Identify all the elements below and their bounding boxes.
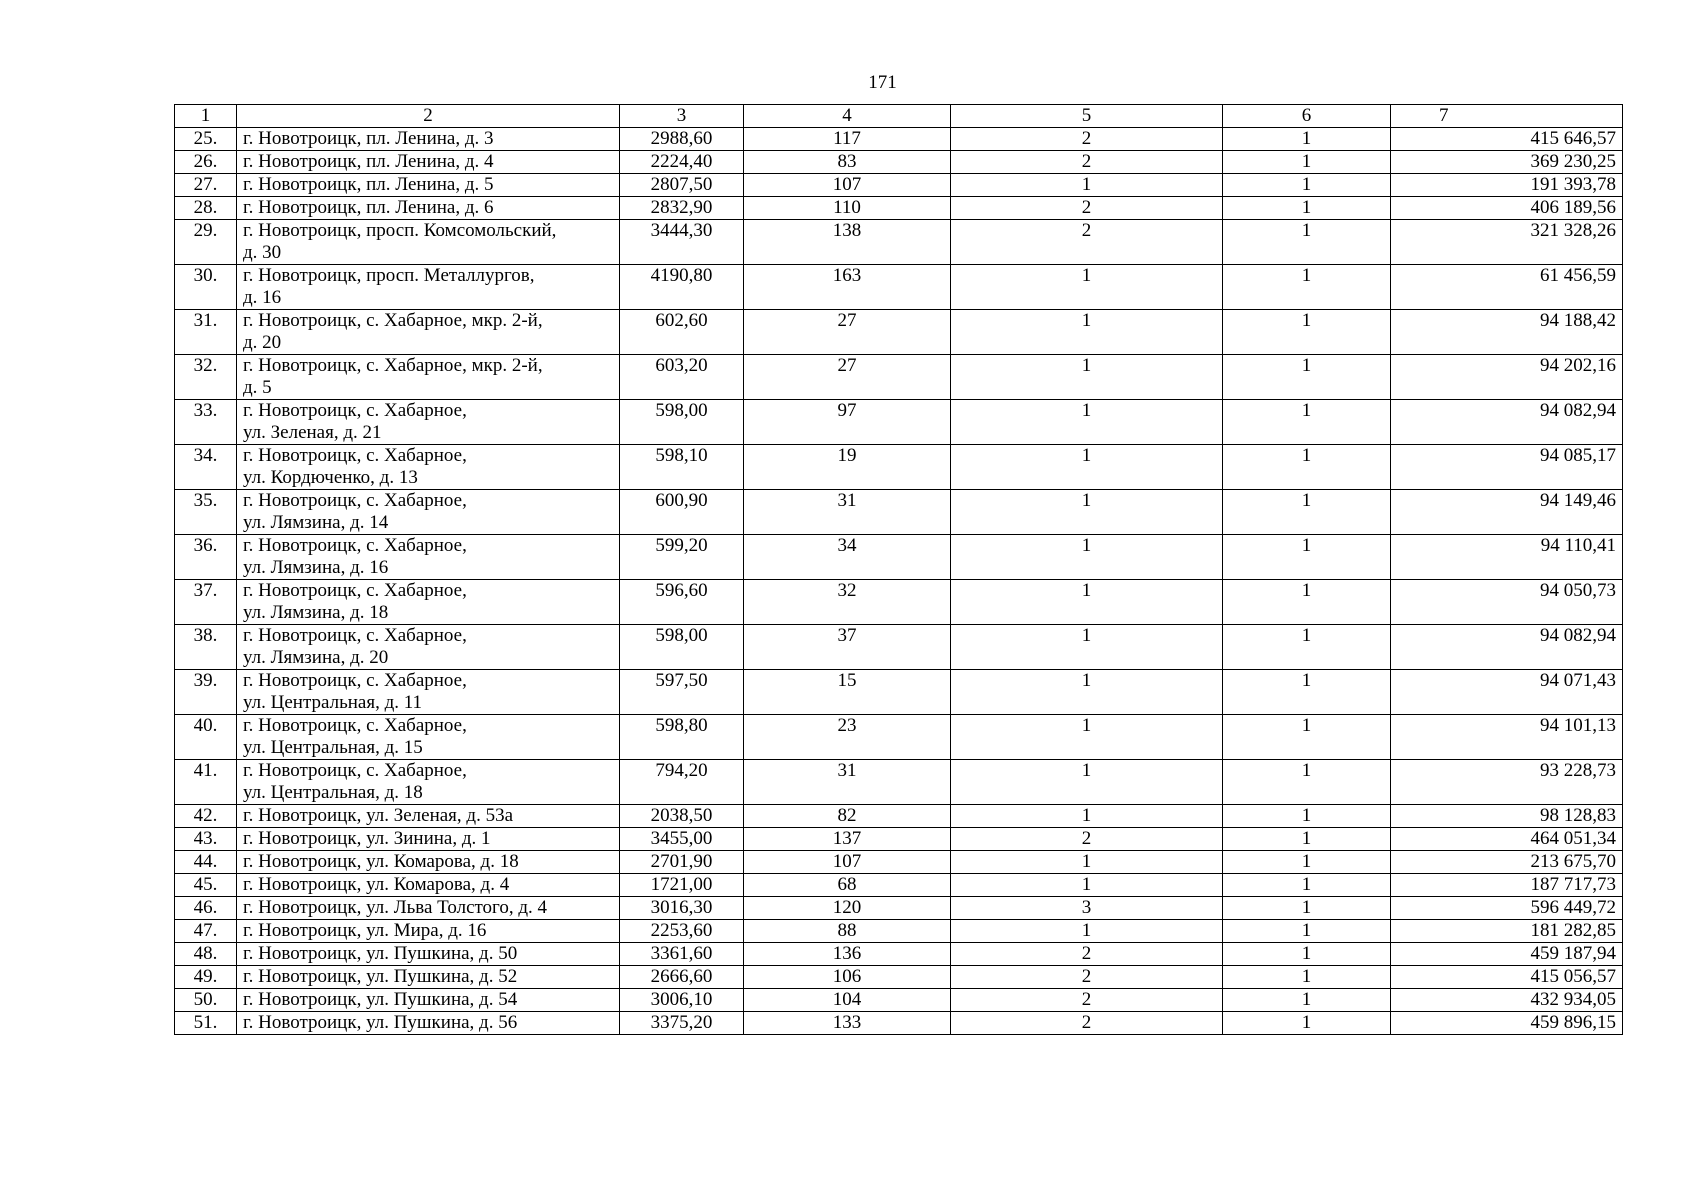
column-6-cell: 1 bbox=[1223, 874, 1391, 897]
table-row bbox=[175, 128, 1623, 151]
row-number-cell: 37. bbox=[175, 580, 237, 625]
column-6-cell: 1 bbox=[1223, 851, 1391, 874]
amount-cell: 94 110,41 bbox=[1391, 535, 1623, 580]
row-number-cell: 47. bbox=[175, 920, 237, 943]
column-4-cell: 163 bbox=[744, 265, 951, 310]
row-number-cell: 25. bbox=[175, 128, 237, 151]
address-cell: г. Новотроицк, ул. Комарова, д. 4 bbox=[237, 874, 620, 897]
area-cell: 2807,50 bbox=[620, 174, 744, 197]
address-cell: г. Новотроицк, пл. Ленина, д. 5 bbox=[237, 174, 620, 197]
row-number-cell: 28. bbox=[175, 197, 237, 220]
column-4-cell: 23 bbox=[744, 715, 951, 760]
address-cell: г. Новотроицк, с. Хабарное, ул. Зеленая, д. 21 bbox=[237, 400, 620, 445]
table-row bbox=[175, 625, 1623, 670]
table-row bbox=[175, 828, 1623, 851]
row-number-cell: 35. bbox=[175, 490, 237, 535]
table-row bbox=[175, 760, 1623, 805]
table-row bbox=[175, 151, 1623, 174]
amount-cell: 98 128,83 bbox=[1391, 805, 1623, 828]
row-number-cell: 34. bbox=[175, 445, 237, 490]
address-cell: г. Новотроицк, просп. Комсомольский, д. 30 bbox=[237, 220, 620, 265]
area-cell: 599,20 bbox=[620, 535, 744, 580]
address-cell: г. Новотроицк, ул. Зинина, д. 1 bbox=[237, 828, 620, 851]
column-4-cell: 83 bbox=[744, 151, 951, 174]
column-4-cell: 82 bbox=[744, 805, 951, 828]
amount-cell: 94 101,13 bbox=[1391, 715, 1623, 760]
column-5-cell: 1 bbox=[951, 174, 1223, 197]
table-row bbox=[175, 310, 1623, 355]
column-4-cell: 19 bbox=[744, 445, 951, 490]
amount-cell: 187 717,73 bbox=[1391, 874, 1623, 897]
column-6-cell: 1 bbox=[1223, 670, 1391, 715]
column-4-cell: 107 bbox=[744, 851, 951, 874]
column-5-cell: 1 bbox=[951, 920, 1223, 943]
column-4-cell: 97 bbox=[744, 400, 951, 445]
column-4-cell: 68 bbox=[744, 874, 951, 897]
column-5-cell: 1 bbox=[951, 400, 1223, 445]
column-4-cell: 15 bbox=[744, 670, 951, 715]
area-cell: 602,60 bbox=[620, 310, 744, 355]
column-4-cell: 88 bbox=[744, 920, 951, 943]
amount-cell: 459 187,94 bbox=[1391, 943, 1623, 966]
address-cell: г. Новотроицк, с. Хабарное, ул. Лямзина, д. 16 bbox=[237, 535, 620, 580]
address-cell: г. Новотроицк, с. Хабарное, ул. Лямзина, д. 18 bbox=[237, 580, 620, 625]
amount-cell: 94 188,42 bbox=[1391, 310, 1623, 355]
column-number-row bbox=[175, 105, 1623, 128]
table-row bbox=[175, 265, 1623, 310]
amount-cell: 94 149,46 bbox=[1391, 490, 1623, 535]
address-cell: г. Новотроицк, с. Хабарное, ул. Центральная, д. 18 bbox=[237, 760, 620, 805]
column-4-cell: 27 bbox=[744, 310, 951, 355]
area-cell: 598,00 bbox=[620, 400, 744, 445]
column-5-cell: 2 bbox=[951, 989, 1223, 1012]
column-6-cell: 1 bbox=[1223, 760, 1391, 805]
table-row bbox=[175, 989, 1623, 1012]
column-4-cell: 120 bbox=[744, 897, 951, 920]
row-number-cell: 30. bbox=[175, 265, 237, 310]
table-row bbox=[175, 174, 1623, 197]
row-number-cell: 44. bbox=[175, 851, 237, 874]
column-5-cell: 2 bbox=[951, 943, 1223, 966]
amount-cell: 369 230,25 bbox=[1391, 151, 1623, 174]
address-cell: г. Новотроицк, пл. Ленина, д. 6 bbox=[237, 197, 620, 220]
column-6-cell: 1 bbox=[1223, 535, 1391, 580]
table-row bbox=[175, 874, 1623, 897]
area-cell: 2701,90 bbox=[620, 851, 744, 874]
area-cell: 3016,30 bbox=[620, 897, 744, 920]
area-cell: 603,20 bbox=[620, 355, 744, 400]
table-row bbox=[175, 920, 1623, 943]
column-6-cell: 1 bbox=[1223, 445, 1391, 490]
table-row bbox=[175, 220, 1623, 265]
area-cell: 598,80 bbox=[620, 715, 744, 760]
column-4-cell: 138 bbox=[744, 220, 951, 265]
address-cell: г. Новотроицк, с. Хабарное, ул. Центральная, д. 11 bbox=[237, 670, 620, 715]
amount-cell: 94 071,43 bbox=[1391, 670, 1623, 715]
column-6-cell: 1 bbox=[1223, 1012, 1391, 1035]
area-cell: 2832,90 bbox=[620, 197, 744, 220]
address-cell: г. Новотроицк, с. Хабарное, ул. Кордюченко, д. 13 bbox=[237, 445, 620, 490]
table-row bbox=[175, 355, 1623, 400]
column-6-cell: 1 bbox=[1223, 265, 1391, 310]
column-5-cell: 1 bbox=[951, 490, 1223, 535]
row-number-cell: 50. bbox=[175, 989, 237, 1012]
column-4-cell: 137 bbox=[744, 828, 951, 851]
column-5-cell: 2 bbox=[951, 828, 1223, 851]
table-row bbox=[175, 943, 1623, 966]
area-cell: 2224,40 bbox=[620, 151, 744, 174]
amount-cell: 61 456,59 bbox=[1391, 265, 1623, 310]
amount-cell: 213 675,70 bbox=[1391, 851, 1623, 874]
column-5-cell: 1 bbox=[951, 625, 1223, 670]
column-6-cell: 1 bbox=[1223, 128, 1391, 151]
row-number-cell: 38. bbox=[175, 625, 237, 670]
column-5-cell: 1 bbox=[951, 355, 1223, 400]
address-cell: г. Новотроицк, ул. Мира, д. 16 bbox=[237, 920, 620, 943]
amount-cell: 415 646,57 bbox=[1391, 128, 1623, 151]
column-6-cell: 1 bbox=[1223, 625, 1391, 670]
area-cell: 3444,30 bbox=[620, 220, 744, 265]
area-cell: 2988,60 bbox=[620, 128, 744, 151]
table-row bbox=[175, 445, 1623, 490]
column-6-cell: 1 bbox=[1223, 715, 1391, 760]
column-5-cell: 1 bbox=[951, 310, 1223, 355]
amount-cell: 94 082,94 bbox=[1391, 400, 1623, 445]
column-6-cell: 1 bbox=[1223, 897, 1391, 920]
table-row bbox=[175, 966, 1623, 989]
area-cell: 598,10 bbox=[620, 445, 744, 490]
address-cell: г. Новотроицк, просп. Металлургов, д. 16 bbox=[237, 265, 620, 310]
column-header: 3 bbox=[620, 105, 744, 128]
column-4-cell: 34 bbox=[744, 535, 951, 580]
column-5-cell: 1 bbox=[951, 445, 1223, 490]
area-cell: 600,90 bbox=[620, 490, 744, 535]
address-cell: г. Новотроицк, с. Хабарное, ул. Лямзина, д. 20 bbox=[237, 625, 620, 670]
column-6-cell: 1 bbox=[1223, 580, 1391, 625]
address-cell: г. Новотроицк, с. Хабарное, ул. Лямзина, д. 14 bbox=[237, 490, 620, 535]
area-cell: 2666,60 bbox=[620, 966, 744, 989]
amount-cell: 191 393,78 bbox=[1391, 174, 1623, 197]
row-number-cell: 32. bbox=[175, 355, 237, 400]
table-row bbox=[175, 197, 1623, 220]
area-cell: 1721,00 bbox=[620, 874, 744, 897]
column-6-cell: 1 bbox=[1223, 805, 1391, 828]
column-4-cell: 104 bbox=[744, 989, 951, 1012]
column-6-cell: 1 bbox=[1223, 174, 1391, 197]
row-number-cell: 51. bbox=[175, 1012, 237, 1035]
area-cell: 597,50 bbox=[620, 670, 744, 715]
column-6-cell: 1 bbox=[1223, 151, 1391, 174]
column-5-cell: 2 bbox=[951, 220, 1223, 265]
table-row bbox=[175, 400, 1623, 445]
column-header: 2 bbox=[237, 105, 620, 128]
amount-cell: 94 050,73 bbox=[1391, 580, 1623, 625]
column-6-cell: 1 bbox=[1223, 355, 1391, 400]
column-4-cell: 31 bbox=[744, 760, 951, 805]
amount-cell: 415 056,57 bbox=[1391, 966, 1623, 989]
address-cell: г. Новотроицк, с. Хабарное, мкр. 2-й, д. 5 bbox=[237, 355, 620, 400]
area-cell: 3375,20 bbox=[620, 1012, 744, 1035]
column-5-cell: 2 bbox=[951, 151, 1223, 174]
address-cell: г. Новотроицк, ул. Пушкина, д. 50 bbox=[237, 943, 620, 966]
address-cell: г. Новотроицк, ул. Льва Толстого, д. 4 bbox=[237, 897, 620, 920]
amount-cell: 596 449,72 bbox=[1391, 897, 1623, 920]
column-4-cell: 31 bbox=[744, 490, 951, 535]
column-5-cell: 2 bbox=[951, 128, 1223, 151]
column-4-cell: 117 bbox=[744, 128, 951, 151]
area-cell: 598,00 bbox=[620, 625, 744, 670]
table-row bbox=[175, 715, 1623, 760]
column-4-cell: 133 bbox=[744, 1012, 951, 1035]
column-4-cell: 110 bbox=[744, 197, 951, 220]
amount-cell: 94 082,94 bbox=[1391, 625, 1623, 670]
column-6-cell: 1 bbox=[1223, 943, 1391, 966]
area-cell: 2038,50 bbox=[620, 805, 744, 828]
column-4-cell: 27 bbox=[744, 355, 951, 400]
table-row bbox=[175, 1012, 1623, 1035]
amount-cell: 93 228,73 bbox=[1391, 760, 1623, 805]
column-5-cell: 1 bbox=[951, 874, 1223, 897]
column-5-cell: 3 bbox=[951, 897, 1223, 920]
address-cell: г. Новотроицк, пл. Ленина, д. 3 bbox=[237, 128, 620, 151]
amount-cell: 181 282,85 bbox=[1391, 920, 1623, 943]
column-6-cell: 1 bbox=[1223, 220, 1391, 265]
column-6-cell: 1 bbox=[1223, 828, 1391, 851]
area-cell: 3361,60 bbox=[620, 943, 744, 966]
column-6-cell: 1 bbox=[1223, 400, 1391, 445]
column-5-cell: 1 bbox=[951, 805, 1223, 828]
row-number-cell: 41. bbox=[175, 760, 237, 805]
area-cell: 3006,10 bbox=[620, 989, 744, 1012]
area-cell: 596,60 bbox=[620, 580, 744, 625]
column-5-cell: 1 bbox=[951, 760, 1223, 805]
area-cell: 3455,00 bbox=[620, 828, 744, 851]
amount-cell: 321 328,26 bbox=[1391, 220, 1623, 265]
column-4-cell: 106 bbox=[744, 966, 951, 989]
amount-cell: 464 051,34 bbox=[1391, 828, 1623, 851]
page-number: 171 bbox=[868, 72, 897, 93]
column-5-cell: 1 bbox=[951, 715, 1223, 760]
row-number-cell: 48. bbox=[175, 943, 237, 966]
amount-cell: 432 934,05 bbox=[1391, 989, 1623, 1012]
row-number-cell: 26. bbox=[175, 151, 237, 174]
row-number-cell: 27. bbox=[175, 174, 237, 197]
table-row bbox=[175, 580, 1623, 625]
address-cell: г. Новотроицк, с. Хабарное, ул. Центральная, д. 15 bbox=[237, 715, 620, 760]
row-number-cell: 42. bbox=[175, 805, 237, 828]
column-6-cell: 1 bbox=[1223, 989, 1391, 1012]
column-header: 6 bbox=[1223, 105, 1391, 128]
address-cell: г. Новотроицк, ул. Пушкина, д. 54 bbox=[237, 989, 620, 1012]
column-header: 7 bbox=[1391, 105, 1623, 128]
address-cell: г. Новотроицк, ул. Пушкина, д. 56 bbox=[237, 1012, 620, 1035]
table-row bbox=[175, 897, 1623, 920]
column-5-cell: 1 bbox=[951, 580, 1223, 625]
column-header: 4 bbox=[744, 105, 951, 128]
column-6-cell: 1 bbox=[1223, 966, 1391, 989]
column-header: 5 bbox=[951, 105, 1223, 128]
address-cell: г. Новотроицк, ул. Пушкина, д. 52 bbox=[237, 966, 620, 989]
buildings-table bbox=[174, 104, 1623, 1035]
row-number-cell: 40. bbox=[175, 715, 237, 760]
column-4-cell: 32 bbox=[744, 580, 951, 625]
column-5-cell: 2 bbox=[951, 197, 1223, 220]
row-number-cell: 29. bbox=[175, 220, 237, 265]
table-row bbox=[175, 805, 1623, 828]
column-6-cell: 1 bbox=[1223, 490, 1391, 535]
row-number-cell: 36. bbox=[175, 535, 237, 580]
column-5-cell: 1 bbox=[951, 851, 1223, 874]
row-number-cell: 33. bbox=[175, 400, 237, 445]
column-6-cell: 1 bbox=[1223, 920, 1391, 943]
column-5-cell: 2 bbox=[951, 1012, 1223, 1035]
column-6-cell: 1 bbox=[1223, 197, 1391, 220]
column-4-cell: 37 bbox=[744, 625, 951, 670]
address-cell: г. Новотроицк, с. Хабарное, мкр. 2-й, д. 20 bbox=[237, 310, 620, 355]
column-4-cell: 136 bbox=[744, 943, 951, 966]
column-5-cell: 1 bbox=[951, 535, 1223, 580]
column-5-cell: 1 bbox=[951, 670, 1223, 715]
column-header: 1 bbox=[175, 105, 237, 128]
table-row bbox=[175, 535, 1623, 580]
table-row bbox=[175, 490, 1623, 535]
amount-cell: 94 085,17 bbox=[1391, 445, 1623, 490]
row-number-cell: 43. bbox=[175, 828, 237, 851]
address-cell: г. Новотроицк, пл. Ленина, д. 4 bbox=[237, 151, 620, 174]
area-cell: 4190,80 bbox=[620, 265, 744, 310]
address-cell: г. Новотроицк, ул. Комарова, д. 18 bbox=[237, 851, 620, 874]
area-cell: 794,20 bbox=[620, 760, 744, 805]
row-number-cell: 46. bbox=[175, 897, 237, 920]
column-4-cell: 107 bbox=[744, 174, 951, 197]
row-number-cell: 31. bbox=[175, 310, 237, 355]
row-number-cell: 39. bbox=[175, 670, 237, 715]
amount-cell: 94 202,16 bbox=[1391, 355, 1623, 400]
table-row bbox=[175, 851, 1623, 874]
table-row bbox=[175, 670, 1623, 715]
column-5-cell: 1 bbox=[951, 265, 1223, 310]
column-5-cell: 2 bbox=[951, 966, 1223, 989]
row-number-cell: 45. bbox=[175, 874, 237, 897]
address-cell: г. Новотроицк, ул. Зеленая, д. 53а bbox=[237, 805, 620, 828]
amount-cell: 459 896,15 bbox=[1391, 1012, 1623, 1035]
amount-cell: 406 189,56 bbox=[1391, 197, 1623, 220]
row-number-cell: 49. bbox=[175, 966, 237, 989]
area-cell: 2253,60 bbox=[620, 920, 744, 943]
column-6-cell: 1 bbox=[1223, 310, 1391, 355]
